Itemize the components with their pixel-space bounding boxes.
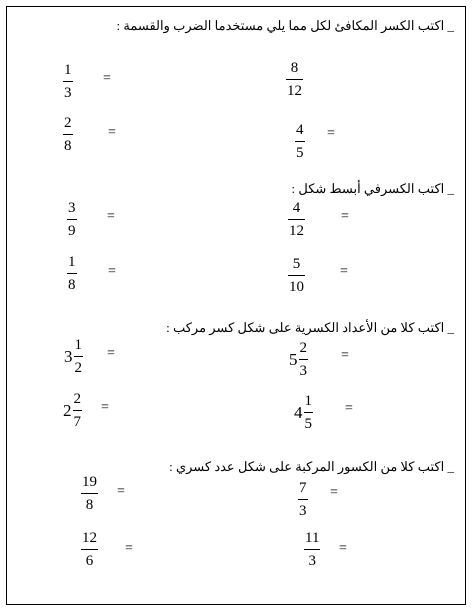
problem-1-4	[294, 122, 305, 161]
section-2-marker: _	[447, 181, 454, 196]
numerator: 4	[296, 122, 304, 138]
equals-sign: =	[125, 541, 133, 556]
denominator: 2	[74, 360, 82, 377]
denominator: 10	[289, 279, 304, 296]
section-1-text: اكتب الكسر المكافئ لكل مما يلي مستخدما الضرب والقسمة :	[116, 18, 445, 33]
denominator: 9	[68, 223, 76, 240]
section-4-marker: _	[447, 459, 454, 474]
numerator: 2	[299, 340, 307, 356]
fraction-bar	[288, 219, 305, 220]
problem-4-1	[80, 474, 98, 513]
denominator: 5	[304, 416, 312, 433]
fraction-bar	[74, 356, 84, 357]
numerator: 3	[68, 200, 76, 216]
denominator: 3	[308, 553, 316, 570]
section-2-instruction	[291, 181, 454, 197]
denominator: 7	[73, 414, 81, 431]
problem-1-1	[62, 62, 73, 101]
problem-3-2	[289, 340, 308, 379]
fraction-bar	[73, 410, 83, 411]
problem-4-4	[303, 530, 320, 569]
equals-sign: =	[107, 346, 115, 361]
equals-sign: =	[103, 71, 111, 86]
fraction-bar	[67, 219, 77, 220]
denominator: 3	[299, 503, 307, 520]
denominator: 5	[296, 145, 304, 162]
numerator: 1	[74, 337, 82, 353]
whole-number: 2	[63, 400, 72, 420]
fraction-bar	[288, 275, 305, 276]
fraction-bar	[299, 359, 309, 360]
numerator: 11	[305, 530, 320, 546]
problem-2-4	[287, 256, 305, 295]
problem-3-3	[63, 391, 82, 430]
fraction-bar	[298, 499, 308, 500]
whole-number: 5	[289, 349, 298, 369]
section-4-text: اكتب كلا من الكسور المركبة على شكل عدد كسري :	[169, 459, 445, 474]
problem-4-3	[80, 530, 98, 569]
equals-sign: =	[341, 209, 349, 224]
whole-number: 4	[294, 402, 303, 422]
equals-sign: =	[107, 209, 115, 224]
fraction-bar	[67, 273, 77, 274]
numerator: 19	[82, 474, 97, 490]
numerator: 5	[292, 256, 301, 272]
equals-sign: =	[341, 348, 349, 363]
equals-sign: =	[117, 484, 125, 499]
equals-sign: =	[330, 485, 338, 500]
section-2-text: اكتب الكسرفي أبسط شكل :	[291, 181, 445, 196]
fraction-bar	[304, 412, 314, 413]
equals-sign: =	[108, 125, 116, 140]
fraction-bar	[81, 493, 98, 494]
numerator: 2	[73, 391, 81, 407]
section-3-instruction	[166, 320, 454, 336]
denominator: 12	[287, 83, 302, 100]
problem-3-4	[294, 393, 313, 432]
section-1-instruction	[117, 18, 454, 34]
problem-2-2	[287, 200, 305, 239]
equals-sign: =	[345, 401, 353, 416]
problem-4-2	[297, 480, 308, 519]
numerator: 12	[82, 530, 97, 546]
section-3-text: اكتب كلا من الأعداد الكسرية على شكل كسر مركب :	[166, 320, 445, 335]
fraction-bar	[63, 81, 73, 82]
numerator: 1	[68, 254, 76, 270]
fraction-bar	[304, 549, 320, 550]
denominator: 8	[68, 277, 76, 294]
worksheet-border	[6, 6, 466, 605]
problem-1-2	[285, 60, 303, 99]
denominator: 8	[64, 138, 72, 155]
equals-sign: =	[339, 541, 347, 556]
equals-sign: =	[101, 400, 109, 415]
fraction-bar	[286, 79, 303, 80]
numerator: 8	[290, 60, 299, 76]
numerator: 1	[64, 62, 72, 78]
equals-sign: =	[327, 126, 335, 141]
problem-3-1	[64, 337, 83, 376]
numerator: 2	[64, 115, 72, 131]
problem-2-1	[66, 200, 77, 239]
whole-number: 3	[64, 346, 73, 366]
section-4-instruction	[169, 459, 454, 475]
denominator: 3	[64, 85, 72, 102]
problem-1-3	[62, 115, 73, 154]
numerator: 4	[292, 200, 301, 216]
fraction-bar	[81, 549, 98, 550]
denominator: 6	[85, 553, 94, 570]
fraction-bar	[63, 134, 73, 135]
section-1-marker: _	[447, 18, 454, 33]
equals-sign: =	[340, 264, 348, 279]
problem-2-3	[66, 254, 77, 293]
section-3-marker: _	[447, 320, 454, 335]
fraction-bar	[295, 141, 305, 142]
numerator: 1	[304, 393, 312, 409]
denominator: 3	[299, 363, 307, 380]
denominator: 12	[289, 223, 304, 240]
numerator: 7	[299, 480, 307, 496]
denominator: 8	[85, 497, 94, 514]
equals-sign: =	[108, 264, 116, 279]
